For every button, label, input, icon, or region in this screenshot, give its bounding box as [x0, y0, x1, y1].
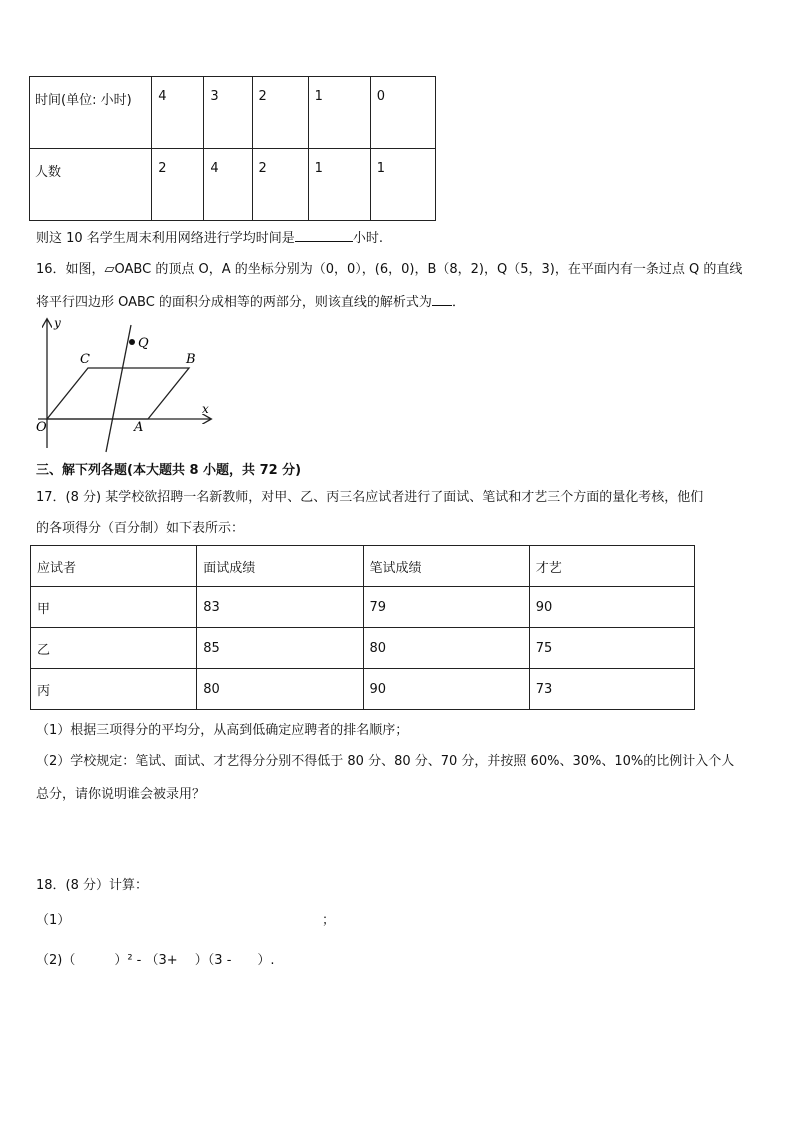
label-q: Q: [138, 336, 149, 351]
table-cell: 甲: [31, 587, 197, 628]
label-a: A: [134, 420, 144, 435]
table-cell: 2: [252, 149, 308, 221]
label-b: B: [186, 352, 196, 367]
table-cell: 4: [204, 149, 252, 221]
table-cell: 4: [152, 77, 204, 149]
table-cell: 90: [363, 669, 529, 710]
table-cell: 2: [152, 149, 204, 221]
label-y: y: [54, 316, 61, 330]
table-cell: 73: [529, 669, 694, 710]
question-17-line2: 的各项得分（百分制）如下表所示：: [36, 521, 245, 536]
score-table: [30, 545, 695, 710]
table-cell: 乙: [31, 628, 197, 669]
q16-text: 将平行四边形 OABC 的面积分成相等的两部分，则该直线的解析式为: [36, 295, 432, 310]
q16-text-end: ．: [451, 295, 465, 310]
column-header: 笔试成绩: [363, 546, 529, 587]
table-cell: 83: [197, 587, 363, 628]
question-17-part2-line1: （2）学校规定：笔试、面试、才艺得分分别不得低于 80 分、80 分、70 分，并按照 60%、30%、10%的比例计入个人: [36, 754, 735, 769]
question-16-line1: 16．如图，▱OABC 的顶点 O，A 的坐标分别为（0，0），(6，0)，B（8，2)，Q（5，3)，在平面内有一条过点 Q 的直线: [36, 262, 743, 277]
question-18-part2: （2)（ ）² - （3+ ）（3 - ）.: [36, 953, 275, 968]
table-cell: 丙: [31, 669, 197, 710]
q15-text-end: 小时.: [352, 231, 383, 246]
table-row: [31, 628, 695, 669]
answer-blank: [295, 229, 353, 242]
table-row: [31, 669, 695, 710]
time-table: [29, 76, 436, 221]
line-through-q: [106, 325, 131, 452]
section-3-heading: 三、解下列各题(本大题共 8 小题，共 72 分): [36, 463, 302, 478]
label-o: O: [36, 420, 47, 435]
table-header-row: [31, 546, 695, 587]
table-cell: 80: [197, 669, 363, 710]
table-cell: 0: [370, 77, 435, 149]
table-cell: 79: [363, 587, 529, 628]
table-row: [30, 149, 436, 221]
answer-blank: [432, 293, 452, 306]
row-header: 时间(单位: 小时): [30, 77, 152, 149]
question-17-part1: （1）根据三项得分的平均分，从高到低确定应聘者的排名顺序；: [36, 723, 409, 738]
table-cell: 85: [197, 628, 363, 669]
column-header: 面试成绩: [197, 546, 363, 587]
q15-text: 则这 10 名学生周末利用网络进行学均时间是: [36, 231, 295, 246]
label-x: x: [202, 402, 209, 416]
question-17-part2-line2: 总分，请你说明谁会被录用？: [36, 787, 206, 802]
point-q: [129, 339, 135, 345]
table-cell: 1: [308, 77, 370, 149]
parallelogram-figure: [30, 314, 220, 454]
table-row: [31, 587, 695, 628]
table-cell: 3: [204, 77, 252, 149]
table-cell: 75: [529, 628, 694, 669]
table-cell: 90: [529, 587, 694, 628]
label-c: C: [80, 352, 90, 367]
question-15-tail: [36, 229, 383, 248]
column-header: 应试者: [31, 546, 197, 587]
row-header: 人数: [30, 149, 152, 221]
table-cell: 80: [363, 628, 529, 669]
table-cell: 1: [370, 149, 435, 221]
question-18-title: 18．(8 分）计算：: [36, 878, 149, 893]
table-cell: 1: [308, 149, 370, 221]
column-header: 才艺: [529, 546, 694, 587]
question-17-line1: 17．(8 分) 某学校欲招聘一名新教师，对甲、乙、丙三名应试者进行了面试、笔试和才艺三个方面的量化考核，他们: [36, 490, 704, 505]
question-16-line2: [36, 293, 465, 312]
question-18-part1-label: （1）: [36, 913, 71, 928]
table-cell: 2: [252, 77, 308, 149]
question-18-part1-end: ；: [322, 913, 336, 928]
table-row: [30, 77, 436, 149]
